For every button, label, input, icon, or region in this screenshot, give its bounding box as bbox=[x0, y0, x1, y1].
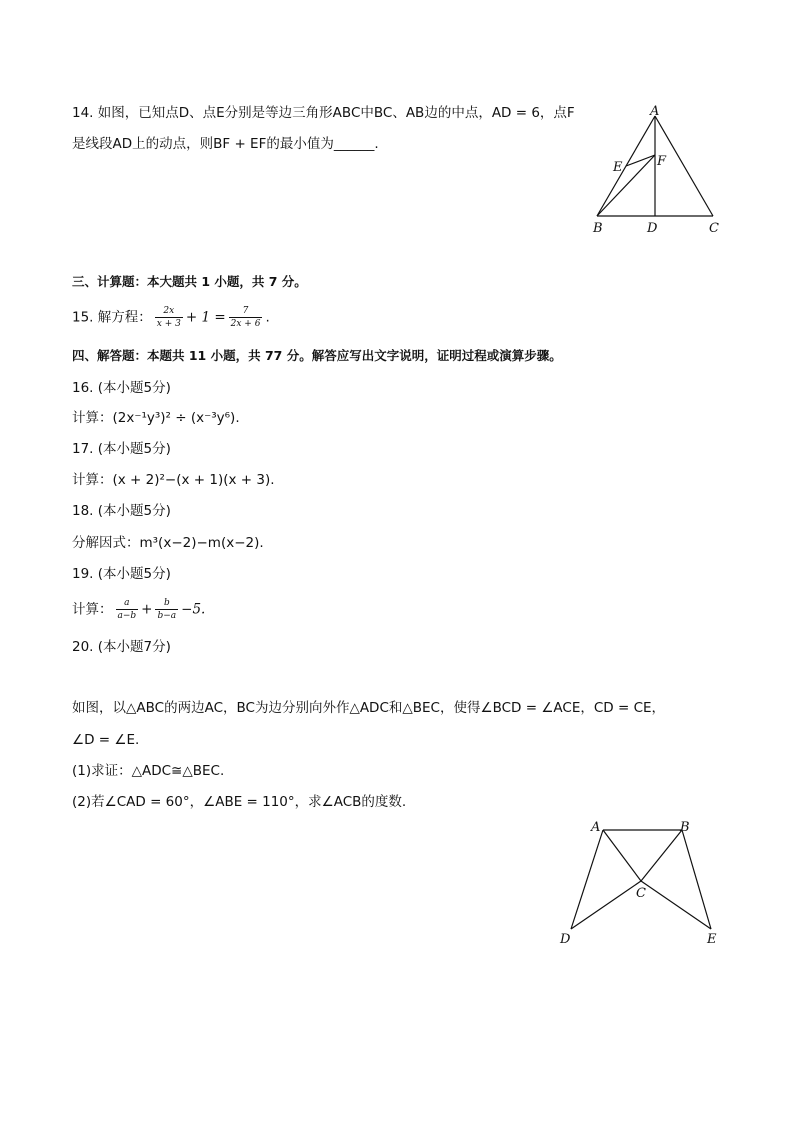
fig1-label-f: F bbox=[657, 154, 667, 169]
q19-label: 计算： bbox=[72, 601, 113, 618]
q20-body-line1: 如图，以△ABC的两边AC，BC为边分别向外作△ADC和△BEC，使得∠BCD = ∠ACE，CD = CE， bbox=[72, 700, 666, 716]
fig2-label-b: B bbox=[680, 820, 690, 835]
q15-line bbox=[72, 306, 270, 329]
q19-fraction-1 bbox=[116, 598, 139, 621]
q18-header: 18. (本小题5分) bbox=[72, 503, 171, 519]
fig2-label-a: A bbox=[591, 820, 601, 835]
q14-line2 bbox=[72, 134, 379, 154]
fig2-segment-ad bbox=[571, 830, 603, 929]
q16-body: 计算：(2x⁻¹y³)² ÷ (x⁻³y⁶). bbox=[72, 410, 240, 426]
q15-label: 15. 解方程： bbox=[72, 309, 152, 326]
q19-f2-numerator: b bbox=[155, 598, 178, 610]
q20-part2: (2)若∠CAD = 60°，∠ABE = 110°，求∠ACB的度数. bbox=[72, 794, 407, 810]
q18-body: 分解因式：m³(x−2)−m(x−2). bbox=[72, 535, 264, 551]
q17-body: 计算：(x + 2)²−(x + 1)(x + 3). bbox=[72, 472, 275, 488]
q15-f2-denominator: 2x + 6 bbox=[230, 319, 261, 329]
fig2-segment-dc bbox=[571, 881, 641, 929]
q19-header: 19. (本小题5分) bbox=[72, 566, 171, 582]
q15-fraction-2 bbox=[229, 306, 263, 329]
fig1-label-d: D bbox=[647, 221, 658, 236]
q20-header: 20. (本小题7分) bbox=[72, 639, 171, 655]
section-4-heading: 四、解答题：本题共 11 小题，共 77 分。解答应写出文字说明，证明过程或演算步骤。 bbox=[72, 348, 562, 363]
q19-plus: + bbox=[141, 601, 153, 618]
q15-f1-numerator: 2x bbox=[155, 306, 183, 318]
q19-end: −5. bbox=[181, 601, 206, 618]
figure-quadrilateral bbox=[555, 815, 730, 950]
q20-part1: (1)求证：△ADC≅△BEC. bbox=[72, 763, 225, 779]
fig2-segment-ec bbox=[641, 881, 711, 929]
fig1-segment-bf bbox=[597, 155, 655, 216]
fig2-segment-be bbox=[682, 830, 711, 929]
q14-line1: 14. 如图，已知点D、点E分别是等边三角形ABC中BC、AB边的中点，AD = 6，点F bbox=[72, 105, 575, 121]
q14-line2-end: . bbox=[374, 136, 379, 152]
q16-header: 16. (本小题5分) bbox=[72, 380, 171, 396]
fig1-label-c: C bbox=[709, 221, 719, 236]
q15-end: . bbox=[265, 309, 270, 326]
q14-line2-text: 是线段AD上的动点，则BF + EF的最小值为 bbox=[72, 136, 334, 152]
q20-body-line2: ∠D = ∠E. bbox=[72, 732, 140, 748]
fig2-segment-bc bbox=[641, 830, 682, 881]
q14-answer-blank: ______ bbox=[333, 136, 375, 152]
fig2-segment-ac bbox=[603, 830, 641, 881]
fig1-label-a: A bbox=[650, 104, 660, 119]
fig2-label-e: E bbox=[707, 932, 717, 947]
q19-body bbox=[72, 598, 205, 621]
fig1-label-b: B bbox=[593, 221, 603, 236]
fig1-segment-ef bbox=[626, 155, 655, 166]
q15-middle: + 1 = bbox=[185, 309, 226, 326]
q15-f1-denominator: x + 3 bbox=[156, 319, 181, 329]
fig2-label-c: C bbox=[636, 886, 646, 901]
fig1-label-e: E bbox=[613, 160, 623, 175]
q19-f1-denominator: a−b bbox=[117, 611, 137, 621]
fig2-label-d: D bbox=[560, 932, 571, 947]
section-3-heading: 三、计算题：本大题共 1 小题，共 7 分。 bbox=[72, 274, 307, 289]
q17-header: 17. (本小题5分) bbox=[72, 441, 171, 457]
q19-f1-numerator: a bbox=[116, 598, 139, 610]
q15-fraction-1 bbox=[155, 306, 183, 329]
figure-triangle-abc bbox=[585, 102, 725, 242]
q15-f2-numerator: 7 bbox=[229, 306, 263, 318]
q19-f2-denominator: b−a bbox=[157, 611, 177, 621]
q19-fraction-2 bbox=[155, 598, 178, 621]
